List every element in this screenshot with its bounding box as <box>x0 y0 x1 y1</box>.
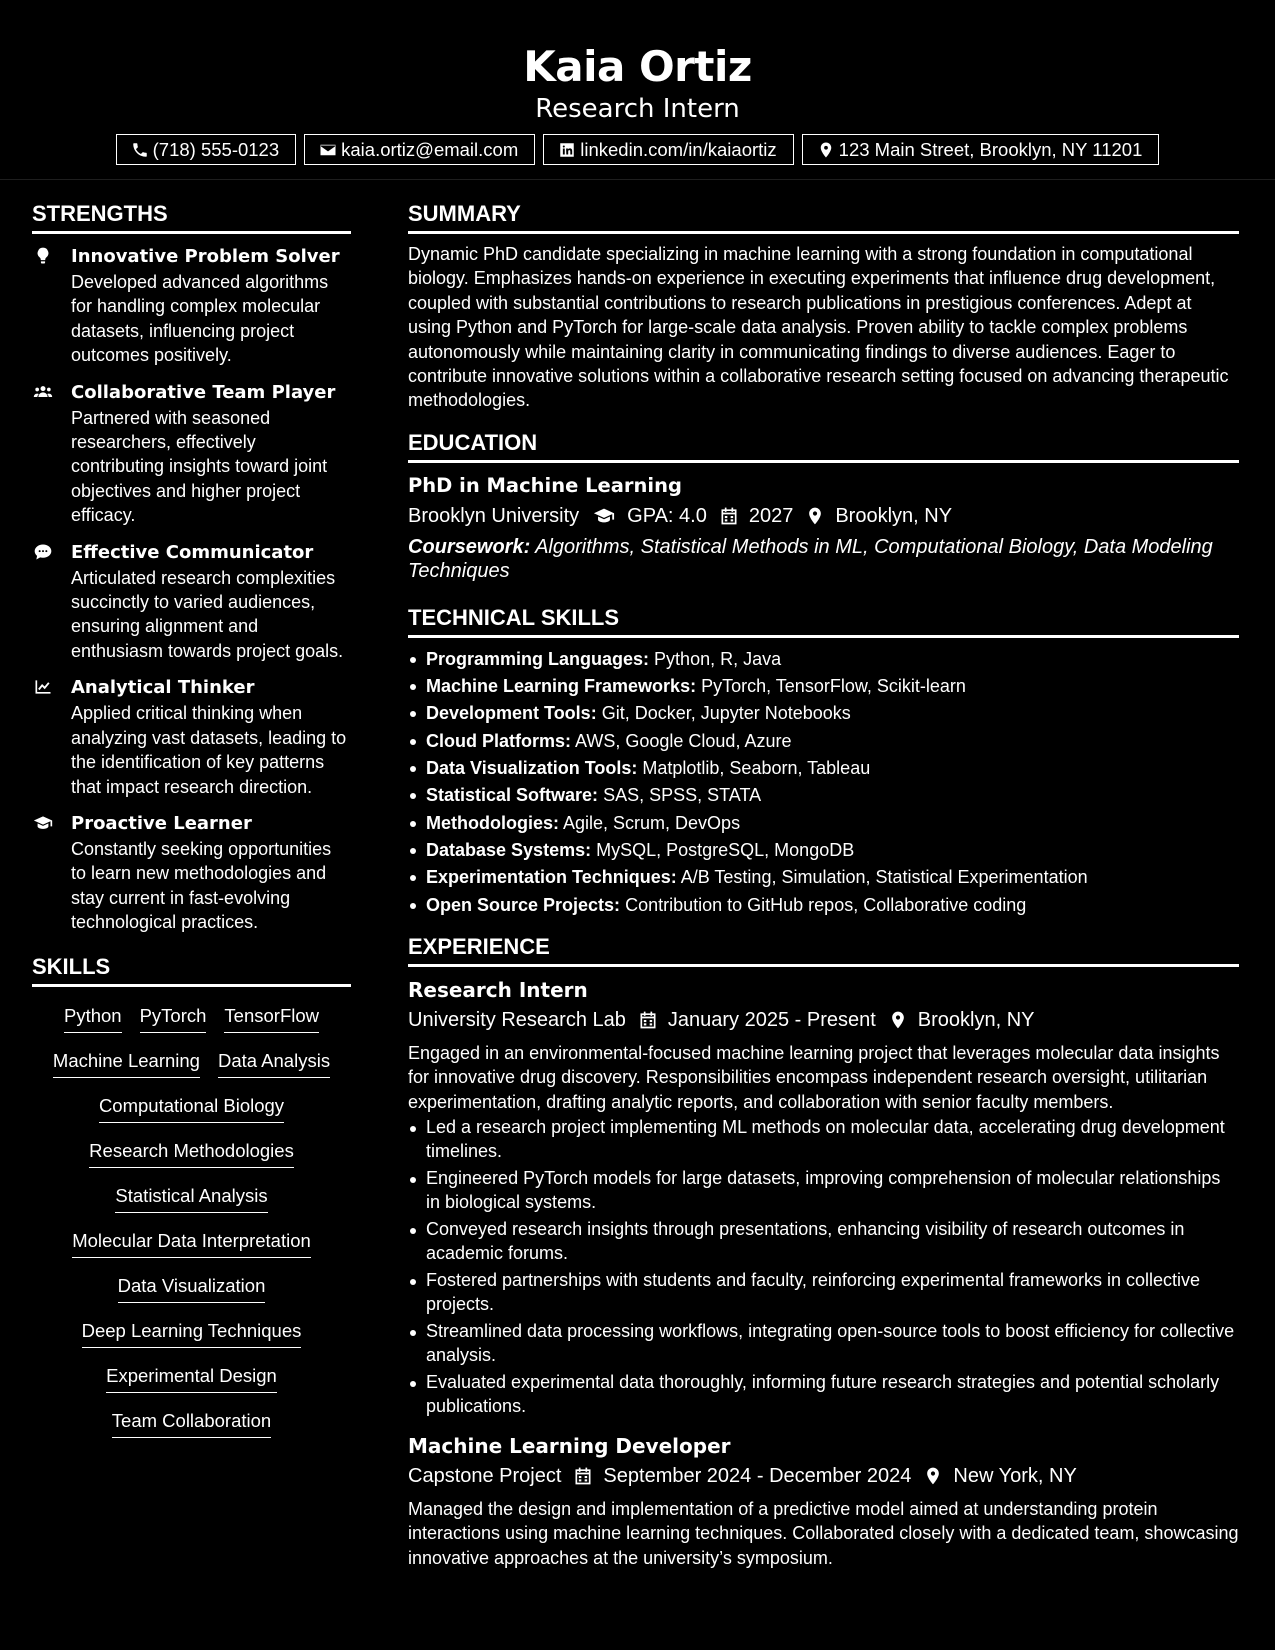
list-item: Conveyed research insights through presentations, enhancing visibility of research outcomes in academic forums. <box>408 1217 1239 1266</box>
strength-item <box>32 540 351 664</box>
strength-title: Analytical Thinker <box>71 677 255 699</box>
degree-title: PhD in Machine Learning <box>408 473 682 497</box>
skill-tag: Computational Biology <box>99 1087 284 1132</box>
job-bullets <box>408 1115 1239 1419</box>
experience-heading: EXPERIENCE <box>408 931 1239 967</box>
skill-tag: Research Methodologies <box>89 1132 294 1177</box>
skill-tag: Machine Learning <box>53 1042 200 1087</box>
job-dates: January 2025 - Present <box>667 1008 876 1031</box>
map-pin-icon <box>923 1466 943 1486</box>
skills-heading: SKILLS <box>32 951 351 987</box>
strength-desc: Developed advanced algorithms for handling complex molecular datasets, influencing project outcomes positively. <box>71 272 329 366</box>
calendar-icon <box>573 1466 593 1486</box>
technical-skills-list <box>408 646 1239 919</box>
job-title: Machine Learning Developer <box>408 1433 731 1458</box>
strength-desc: Articulated research complexities succinctly to varied audiences, ensuring alignment and enthusiasm towards project goals. <box>71 567 344 661</box>
phone-icon <box>131 141 149 159</box>
technical-skills-heading: TECHNICAL SKILLS <box>408 602 1239 638</box>
job-location: Brooklyn, NY <box>917 1008 1035 1031</box>
list-item: Open Source Projects: Contribution to GitHub repos, Collaborative coding <box>408 892 1239 919</box>
list-item: Streamlined data processing workflows, integrating open-source tools to boost efficiency for collective analysis. <box>408 1319 1239 1368</box>
candidate-title: Research Intern <box>535 94 740 124</box>
contact-email-text: kaia.ortiz@email.com <box>341 138 519 160</box>
linkedin-icon <box>558 141 576 159</box>
strength-item <box>32 675 351 799</box>
skill-tag: Data Analysis <box>218 1042 330 1087</box>
graduation-cap-icon <box>591 505 617 527</box>
resume-header <box>0 0 1275 180</box>
calendar-icon <box>638 1010 658 1030</box>
candidate-name: Kaia Ortiz <box>523 42 752 91</box>
lightbulb-icon <box>32 246 54 266</box>
skill-tag: Statistical Analysis <box>115 1177 267 1222</box>
strength-title: Proactive Learner <box>71 812 252 834</box>
education-meta <box>408 501 1239 531</box>
contact-address[interactable] <box>802 134 1160 165</box>
calendar-icon <box>719 506 739 526</box>
coursework-text: Algorithms, Statistical Methods in ML, Computational Biology, Data Modeling Techniques <box>408 535 1213 583</box>
coursework-label: Coursework: <box>408 535 531 558</box>
skills-list <box>32 997 351 1447</box>
left-column <box>32 198 351 1447</box>
map-pin-icon <box>888 1010 908 1030</box>
strength-desc: Constantly seeking opportunities to learn new methodologies and stay current in fast-evolving technological practices. <box>71 838 332 933</box>
contact-linkedin-text: linkedin.com/in/kaiaortiz <box>580 138 777 160</box>
list-item: Experimentation Techniques: A/B Testing, Simulation, Statistical Experimentation <box>408 864 1239 891</box>
list-item: Machine Learning Frameworks: PyTorch, TensorFlow, Scikit-learn <box>408 673 1239 700</box>
summary-heading: SUMMARY <box>408 198 1239 234</box>
job-org: Capstone Project <box>408 1464 562 1487</box>
skill-tag: Team Collaboration <box>112 1402 271 1447</box>
job-meta <box>408 1461 1239 1491</box>
skill-tag: Experimental Design <box>106 1357 277 1402</box>
strength-desc: Applied critical thinking when analyzing vast datasets, leading to the identification of key patterns that impact research direction. <box>71 703 347 797</box>
job-meta <box>408 1005 1239 1035</box>
chat-bubble-icon <box>32 542 54 562</box>
strength-title: Collaborative Team Player <box>71 381 336 403</box>
education-heading: EDUCATION <box>408 427 1239 463</box>
school-name: Brooklyn University <box>408 504 580 527</box>
contact-bar <box>0 134 1275 165</box>
list-item: Cloud Platforms: AWS, Google Cloud, Azure <box>408 728 1239 755</box>
strength-item <box>32 811 351 935</box>
list-item: Evaluated experimental data thoroughly, informing future research strategies and potential scholarly publications. <box>408 1370 1239 1419</box>
list-item: Programming Languages: Python, R, Java <box>408 646 1239 673</box>
list-item: Statistical Software: SAS, SPSS, STATA <box>408 782 1239 809</box>
strength-desc: Partnered with seasoned researchers, effectively contributing insights toward joint objectives and higher project efficacy. <box>71 407 328 526</box>
right-column <box>408 198 1239 1570</box>
job-location: New York, NY <box>953 1464 1077 1487</box>
gpa: GPA: 4.0 <box>627 504 707 527</box>
job-dates: September 2024 - December 2024 <box>603 1464 912 1487</box>
experience-entry <box>408 1431 1239 1570</box>
map-pin-icon <box>817 141 835 159</box>
users-icon <box>32 382 54 402</box>
skill-tag: Python <box>64 997 122 1042</box>
contact-phone-text: (718) 555-0123 <box>152 138 280 160</box>
skill-tag: Molecular Data Interpretation <box>72 1222 311 1267</box>
job-description: Engaged in an environmental-focused machine learning project that leverages molecular data insights for innovative drug discovery. Responsibilities encompass independent research oversight, utilitarian experimentation, drafting analytic reports, and collaboration with senior faculty members. <box>408 1042 1220 1112</box>
strength-item <box>32 244 351 368</box>
education-location: Brooklyn, NY <box>835 504 953 527</box>
experience-entry <box>408 975 1239 1419</box>
coursework <box>408 535 1239 584</box>
strength-title: Effective Communicator <box>71 541 314 563</box>
strength-title: Innovative Problem Solver <box>71 246 340 267</box>
list-item: Data Visualization Tools: Matplotlib, Seaborn, Tableau <box>408 755 1239 782</box>
line-chart-icon <box>32 677 54 697</box>
list-item: Led a research project implementing ML methods on molecular data, accelerating drug development timelines. <box>408 1115 1239 1164</box>
envelope-icon <box>319 141 337 159</box>
skill-tag: Data Visualization <box>118 1267 266 1312</box>
job-description: Managed the design and implementation of a predictive model aimed at understanding protein interactions using machine learning techniques. Collaborated closely with a dedicated team, showcasing innovative approaches at the university’s symposium. <box>408 1498 1239 1568</box>
job-title: Research Intern <box>408 977 588 1002</box>
contact-phone[interactable] <box>116 134 297 165</box>
contact-linkedin[interactable] <box>543 134 793 165</box>
list-item: Engineered PyTorch models for large datasets, improving comprehension of molecular relationships in biological systems. <box>408 1166 1239 1215</box>
job-org: University Research Lab <box>408 1008 626 1031</box>
map-pin-icon <box>805 506 825 526</box>
list-item: Database Systems: MySQL, PostgreSQL, MongoDB <box>408 837 1239 864</box>
skill-tag: TensorFlow <box>224 997 319 1042</box>
list-item: Fostered partnerships with students and faculty, reinforcing experimental frameworks in collective projects. <box>408 1268 1239 1317</box>
contact-address-text: 123 Main Street, Brooklyn, NY 11201 <box>838 138 1143 160</box>
skill-tag: Deep Learning Techniques <box>82 1312 302 1357</box>
graduation-year: 2027 <box>748 504 794 527</box>
list-item: Methodologies: Agile, Scrum, DevOps <box>408 810 1239 837</box>
summary-text: Dynamic PhD candidate specializing in machine learning with a strong foundation in computational biology. Emphasizes hands-on experience in executing experiments that influence drug development, coupled with substantial contributions to research publications in prestigious conferences. Adept at using Python and PyTorch for large-scale data analysis. Proven ability to tackle complex problems autonomously while maintaining clarity in communicating findings to diverse audiences. Eager to contribute innovative solutions within a collaborative research setting focused on advancing therapeutic methodologies. <box>408 244 1229 411</box>
list-item: Development Tools: Git, Docker, Jupyter Notebooks <box>408 700 1239 727</box>
skill-tag: PyTorch <box>140 997 207 1042</box>
graduation-cap-icon <box>32 813 54 833</box>
strength-item <box>32 380 351 528</box>
contact-email[interactable] <box>304 134 535 165</box>
strengths-heading: STRENGTHS <box>32 198 351 234</box>
